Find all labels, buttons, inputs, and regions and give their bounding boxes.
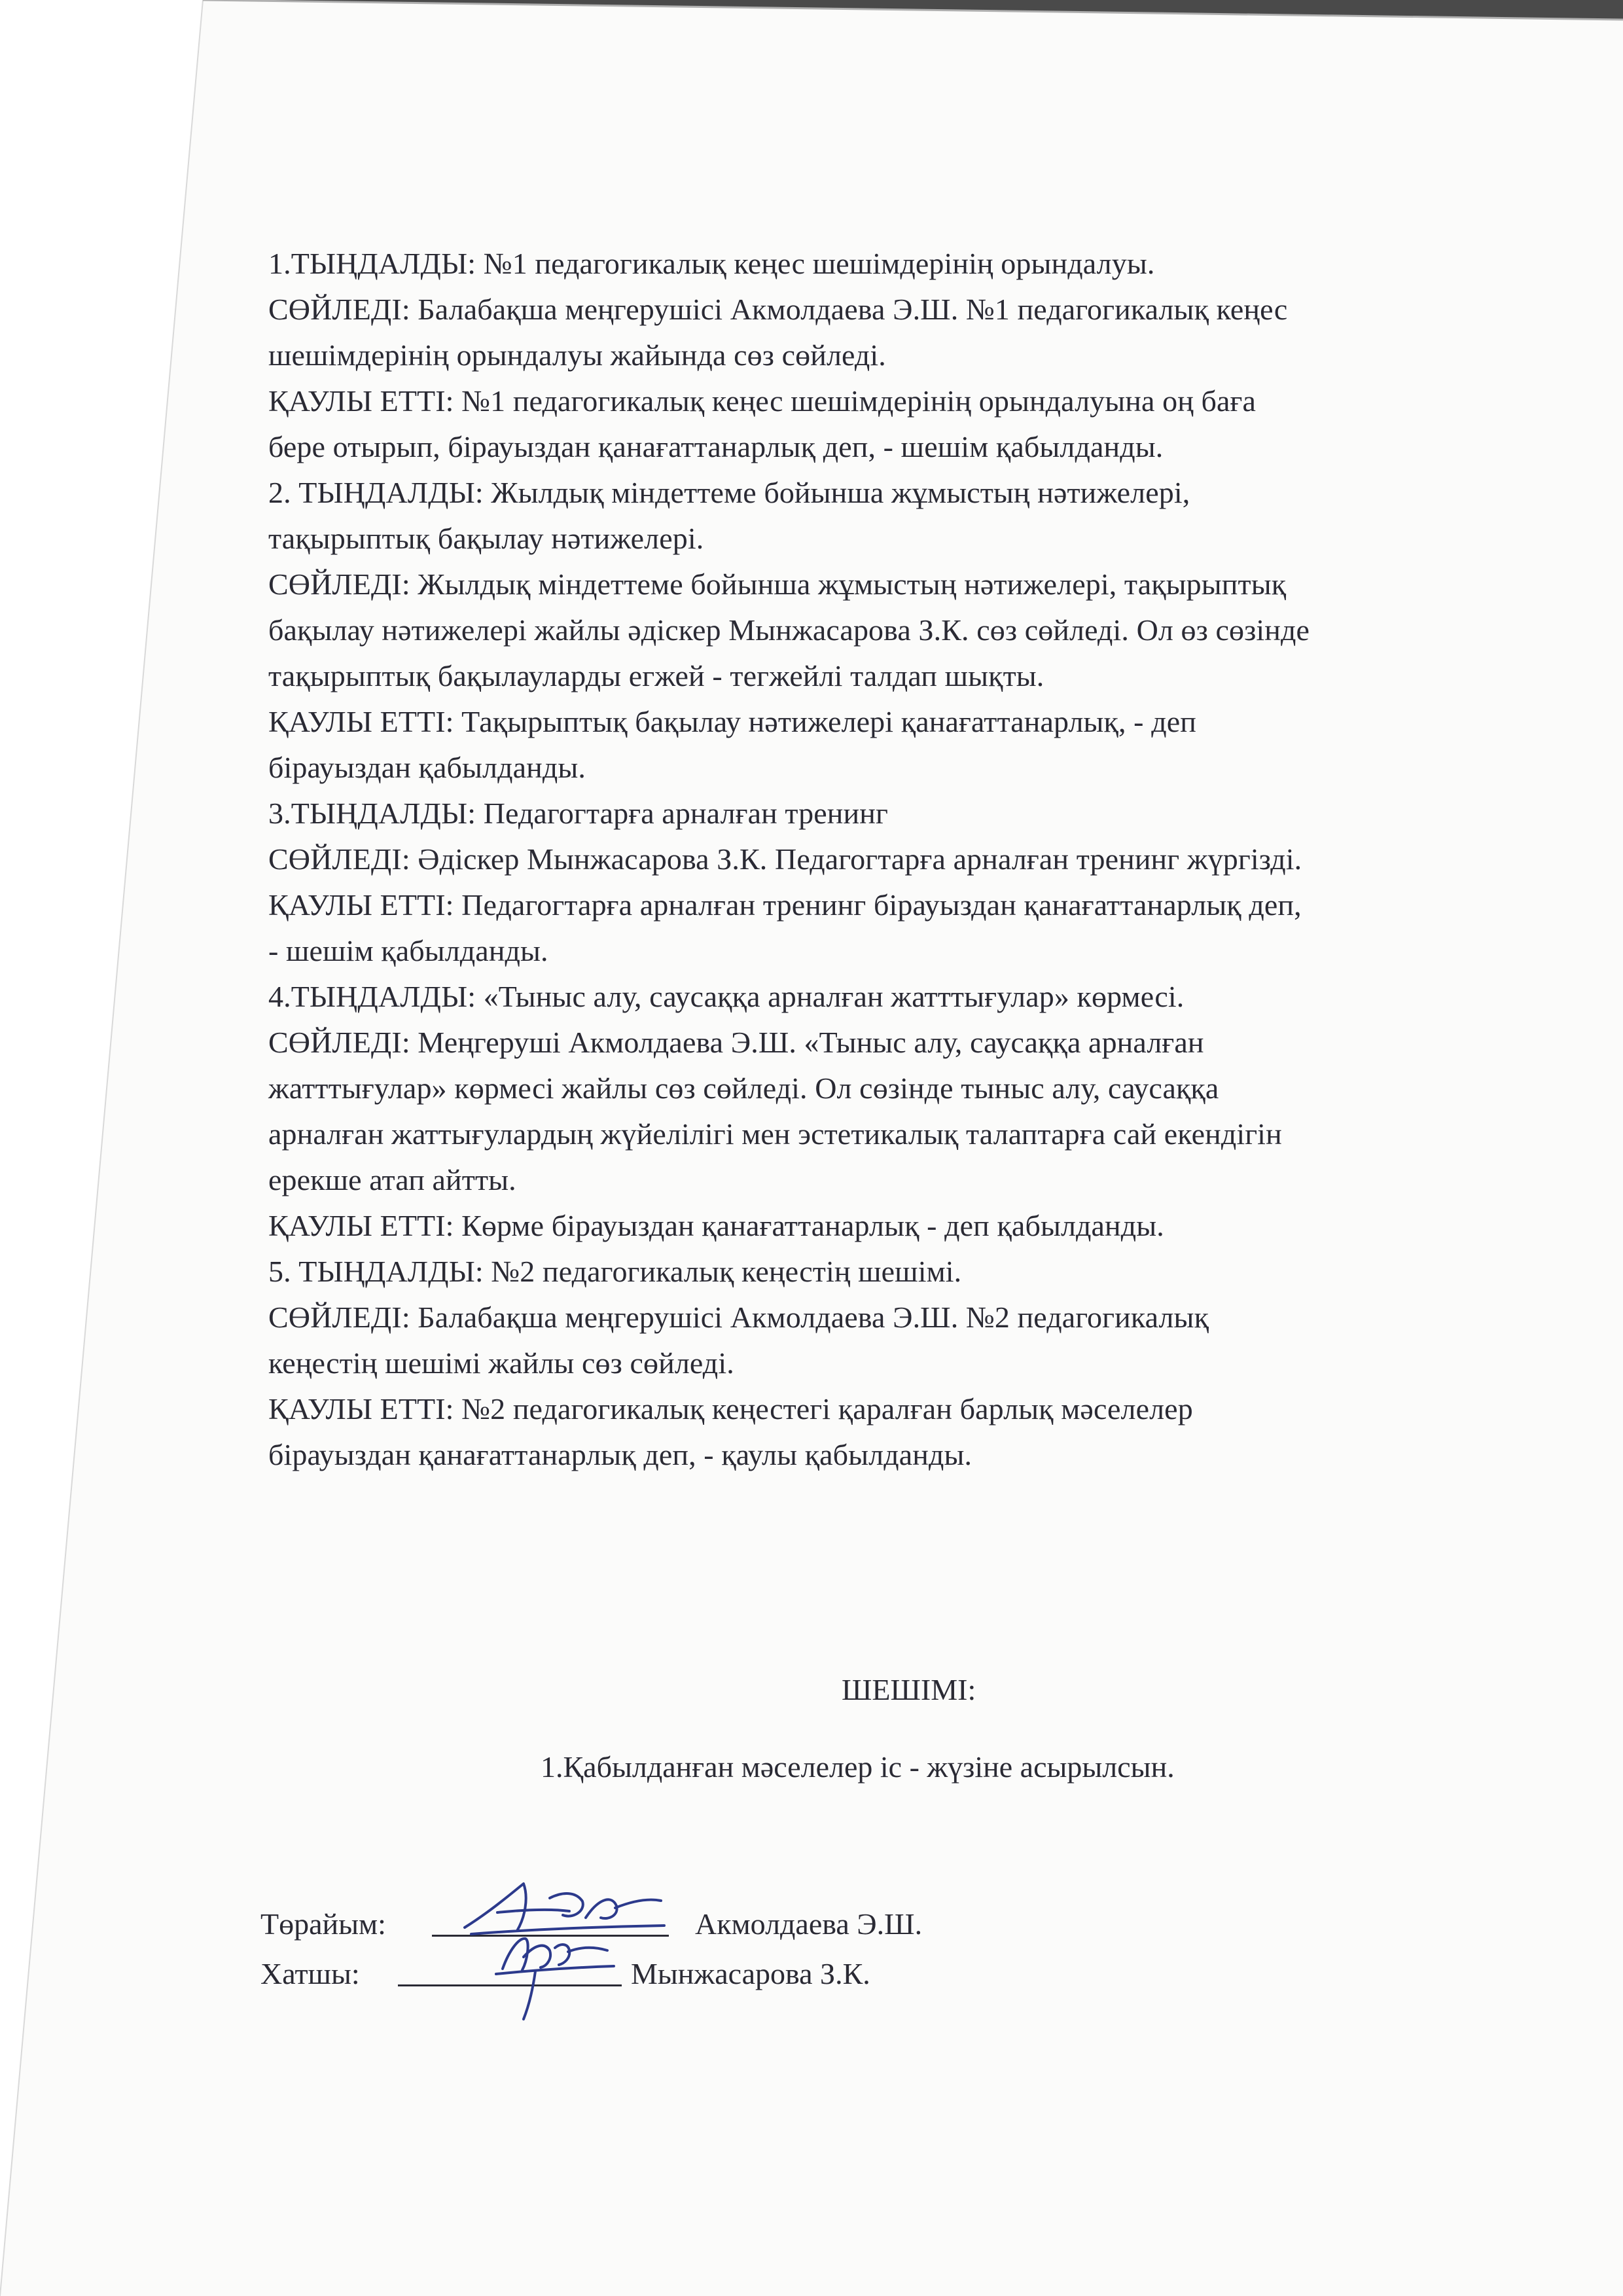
minutes-line: ҚАУЛЫ ЕТТІ: Педагогтарға арналған тренинг бірауыздан қанағаттанарлық деп, [268, 888, 1302, 922]
minutes-line: СӨЙЛЕДІ: Әдіскер Мынжасарова З.К. Педагогтарға арналған тренинг жүргізді. [268, 842, 1302, 876]
minutes-line: 2. ТЫҢДАЛДЫ: Жылдық міндеттеме бойынша жұмыстың нәтижелері, [268, 476, 1190, 509]
minutes-line: - шешім қабылданды. [268, 934, 548, 967]
minutes-line: бірауыздан қанағаттанарлық деп, - қаулы қабылданды. [268, 1438, 972, 1471]
minutes-line: шешімдерінің орындалуы жайында сөз сөйледі. [268, 338, 886, 372]
chair-name: Акмолдаева Э.Ш. [695, 1907, 923, 1941]
minutes-line: жатттығулар» көрмесі жайлы сөз сөйледі. Ол сөзінде тыныс алу, саусаққа [268, 1071, 1219, 1105]
minutes-line: СӨЙЛЕДІ: Балабақша меңгерушісі Акмолдаева Э.Ш. №1 педагогикалық кеңес [268, 293, 1288, 326]
secretary-signature-row [260, 1954, 1046, 2000]
minutes-line: бере отырып, бірауыздан қанағаттанарлық деп, - шешім қабылданды. [268, 430, 1164, 463]
minutes-line: 5. ТЫҢДАЛДЫ: №2 педагогикалық кеңестің шешімі. [268, 1255, 962, 1288]
minutes-line: СӨЙЛЕДІ: Меңгеруші Акмолдаева Э.Ш. «Тыныс алу, саусаққа арналған [268, 1026, 1204, 1059]
minutes-line: 4.ТЫҢДАЛДЫ: «Тыныс алу, саусаққа арналған жатттығулар» көрмесі. [268, 980, 1185, 1013]
minutes-line: 1.ТЫҢДАЛДЫ: №1 педагогикалық кеңес шешімдерінің орындалуы. [268, 247, 1155, 280]
minutes-line: ҚАУЛЫ ЕТТІ: Тақырыптық бақылау нәтижелері қанағаттанарлық, - деп [268, 705, 1196, 738]
minutes-line: ерекше атап айтты. [268, 1163, 516, 1196]
minutes-line: 3.ТЫҢДАЛДЫ: Педагогтарға арналған тренинг [268, 797, 888, 830]
decision-heading: ШЕШІМІ: [842, 1673, 976, 1706]
minutes-line: ҚАУЛЫ ЕТТІ: №2 педагогикалық кеңестегі қаралған барлық мәселелер [268, 1392, 1193, 1426]
minutes-line: тақырыптық бақылау нәтижелері. [268, 522, 704, 555]
minutes-line: ҚАУЛЫ ЕТТІ: №1 педагогикалық кеңес шешімдерінің орындалуына оң баға [268, 384, 1257, 418]
minutes-line: арналған жаттығулардың жүйелілігі мен эстетикалық талаптарға сай екендігін [268, 1117, 1282, 1151]
secretary-role-label: Хатшы: [260, 1957, 360, 1990]
minutes-line: кеңестің шешімі жайлы сөз сөйледі. [268, 1346, 734, 1380]
minutes-body [268, 241, 1571, 1478]
minutes-line: бірауыздан қабылданды. [268, 751, 586, 784]
decision-item: 1.Қабылданған мәселелер іс - жүзіне асырылсын. [541, 1750, 1175, 1784]
minutes-line: бақылау нәтижелері жайлы әдіскер Мынжасарова З.К. сөз сөйледі. Ол өз сөзінде [268, 613, 1310, 647]
chair-role-label: Төрайым: [260, 1907, 386, 1941]
minutes-line: СӨЙЛЕДІ: Балабақша меңгерушісі Акмолдаева Э.Ш. №2 педагогикалық [268, 1300, 1209, 1334]
secretary-name: Мынжасарова З.К. [631, 1957, 870, 1990]
secretary-handwritten-signature [490, 1924, 620, 2022]
minutes-line: тақырыптық бақылауларды егжей - тегжейлі талдап шықты. [268, 659, 1044, 692]
minutes-line: СӨЙЛЕДІ: Жылдық міндеттеме бойынша жұмыстың нәтижелері, тақырыптық [268, 567, 1287, 601]
minutes-line: ҚАУЛЫ ЕТТІ: Көрме бірауыздан қанағаттанарлық - деп қабылданды. [268, 1209, 1164, 1242]
